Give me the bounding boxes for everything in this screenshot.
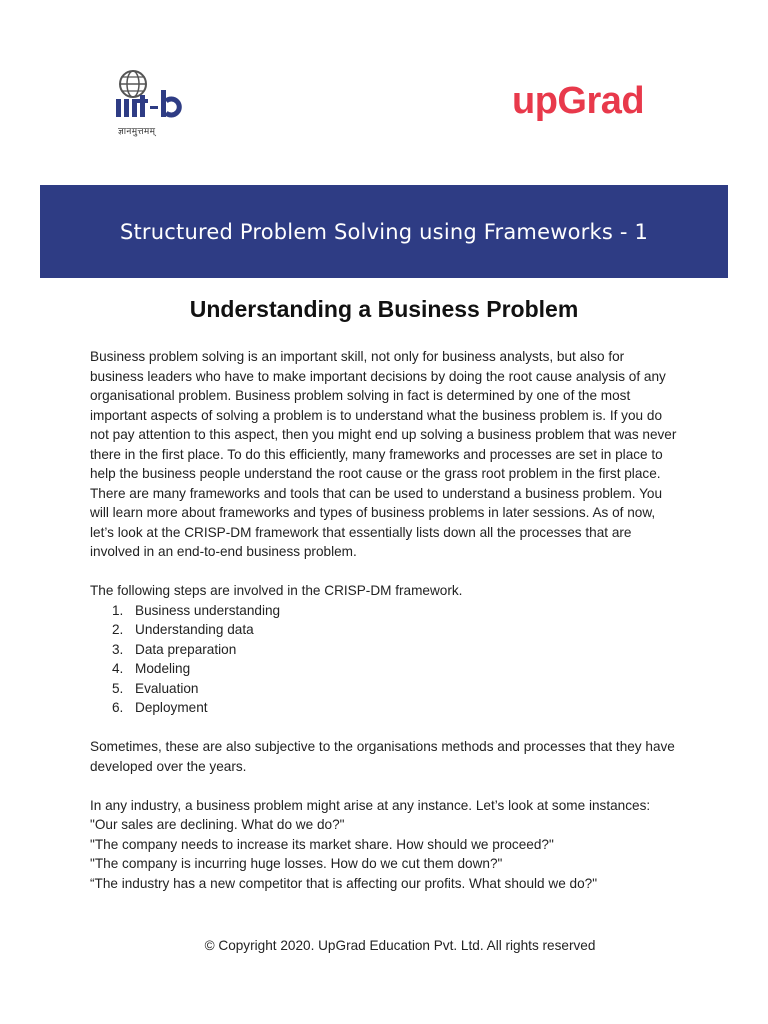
title-banner	[40, 185, 728, 278]
iiitb-logo	[112, 68, 192, 138]
document-body	[90, 347, 680, 893]
banner-title: Structured Problem Solving using Frameworks - 1	[119, 219, 649, 244]
list-item: 2. Understanding data	[112, 622, 254, 637]
page-title: Understanding a Business Problem	[189, 296, 579, 322]
subjective-paragraph: Sometimes, these are also subjective to the organisations methods and processes that they have developed over the years.	[90, 739, 675, 774]
intro-paragraph: Business problem solving is an important skill, not only for business analysts, but also for business leaders who have to make important decisions by doing the root cause analysis of any organisational problem. Business problem solving in fact is determined by one of the most important aspects of solving a problem is to understand what the business problem is. If you do not pay attention to this aspect, then you might end up solving a business problem that was never there in the first place. To do this efficiently, many frameworks and processes are set in place to help the business people understand the root cause or the grass root problem in the first place. There are many frameworks and tools that can be used to understand a business problem. You will learn more about frameworks and types of business problems in later sessions. As of now, let’s look at the CRISP-DM framework that essentially lists down all the processes that are involved in an end-to-end business problem.	[90, 349, 677, 559]
iiitb-tagline: ज्ञानमुत्तमम्	[118, 127, 156, 137]
quote-line: “The industry has a new competitor that is affecting our profits. What should we do?"	[90, 875, 598, 891]
instances-intro: In any industry, a business problem might arise at any instance. Let’s look at some instances:	[90, 797, 651, 813]
quote-line: "The company is incurring huge losses. How do we cut them down?"	[90, 856, 503, 871]
list-item: 5. Evaluation	[112, 680, 199, 696]
iiitb-globe-icon	[112, 68, 192, 124]
upgrad-logo: upGrad	[512, 80, 645, 122]
list-item: 3. Data preparation	[112, 641, 237, 657]
copyright-footer: © Copyright 2020. UpGrad Education Pvt. Ltd. All rights reserved	[204, 938, 596, 953]
list-item: 1. Business understanding	[112, 602, 281, 618]
list-item: 6. Deployment	[112, 700, 208, 715]
quote-line: "The company needs to increase its market share. How should we proceed?"	[90, 836, 554, 852]
quote-line: "Our sales are declining. What do we do?"	[90, 817, 345, 832]
steps-intro: The following steps are involved in the CRISP-DM framework.	[90, 583, 463, 598]
list-item: 4. Modeling	[112, 661, 191, 676]
crisp-dm-steps-list	[90, 601, 680, 718]
